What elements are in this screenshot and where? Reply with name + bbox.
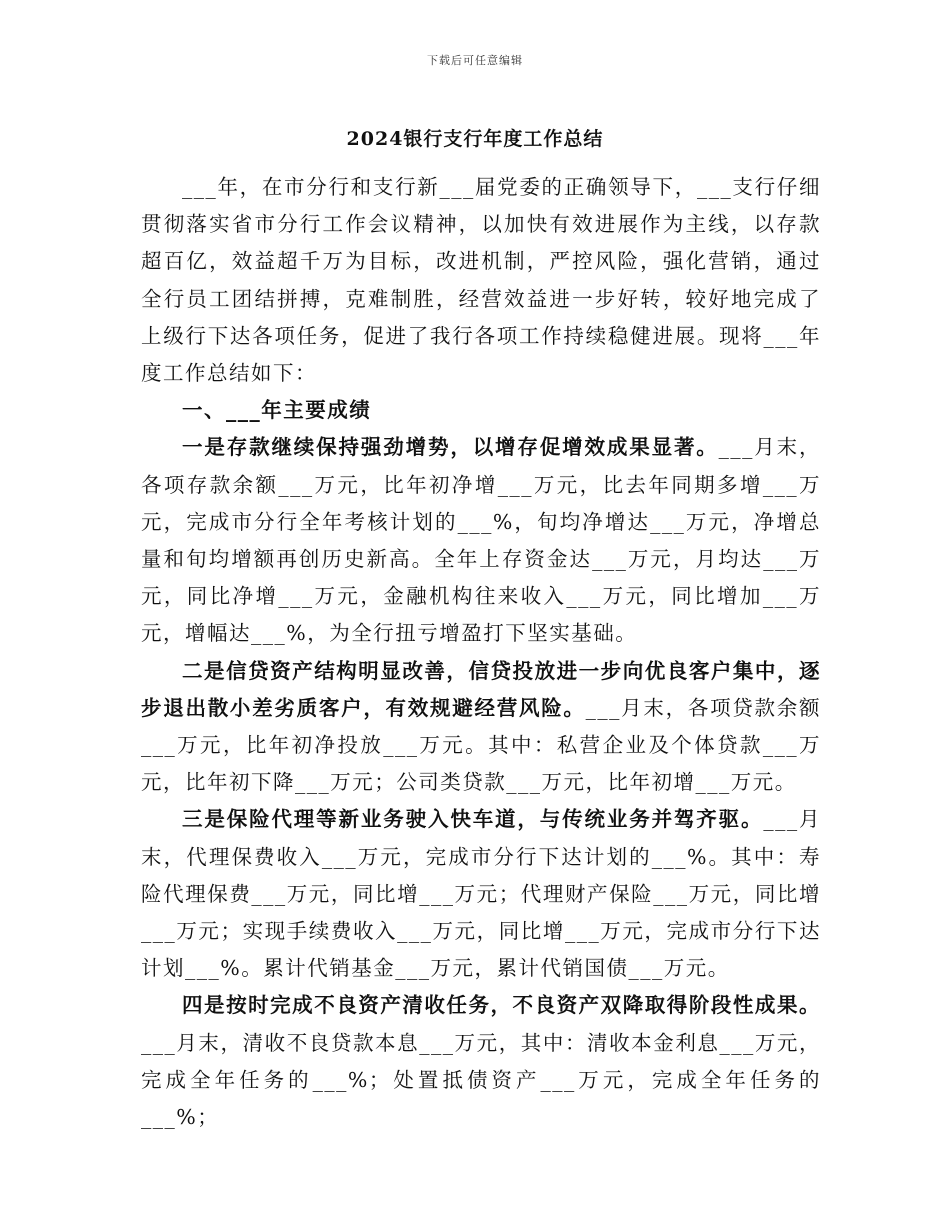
achievement-lead-1: 一是存款继续保持强劲增势，以增存促增效成果显著。 xyxy=(182,435,719,460)
achievement-text-2: ___月末，各项贷款余额___万元，比年初净投放___万元。其中：私营企业及个体贷款___万元，比年初下降___万元；公司类贷款___万元，比年初增___万元。 xyxy=(141,695,822,795)
achievement-paragraph-1 xyxy=(141,429,821,652)
achievement-lead-2: 二是信贷资产结构明显改善，信贷投放进一步向优良客户集中，逐步退出散小差劣质客户，有效规避经营风险。 xyxy=(141,658,821,720)
achievement-paragraph-3 xyxy=(141,801,821,987)
document-title: 2024银行支行年度工作总结 xyxy=(346,128,604,150)
section-heading: 一、___年主要成绩 xyxy=(182,398,372,423)
achievement-text-1: ___月末，各项存款余额___万元，比年初净增___万元，比去年同期多增___万元，完成市分行全年考核计划的___%，旬均净增达___万元，净增总量和旬均增额再创历史新高。全年上存资金达___万元，月均达___万元，同比净增___万元，金融机构往来收入___万元，同比增加___万元，增幅达___%，为全行扭亏增盈打下坚实基础。 xyxy=(141,435,822,646)
achievement-text-3: ___月末，代理保费收入___万元，完成市分行下达计划的___%。其中：寿险代理保费___万元，同比增___万元；代理财产保险___万元，同比增___万元；实现手续费收入___万元，同比增___万元，完成市分行下达计划___%。累计代销基金___万元，累计代销国债___万元。 xyxy=(141,807,822,981)
intro-paragraph: ___年，在市分行和支行新___届党委的正确领导下，___支行仔细贯彻落实省市分行工作会议精神，以加快有效进展作为主线，以存款超百亿，效益超千万为目标，改进机制，严控风险，强化营销，通过全行员工团结拼搏，克难制胜，经营效益进一步好转，较好地完成了上级行下达各项任务，促进了我行各项工作持续稳健进展。现将___年度工作总结如下： xyxy=(141,175,821,386)
document-body xyxy=(141,169,821,1136)
achievement-lead-4: 四是按时完成不良资产清收任务，不良资产双降取得阶段性成果。 xyxy=(182,993,821,1018)
achievement-paragraph-4 xyxy=(141,987,821,1136)
achievement-paragraph-2 xyxy=(141,653,821,802)
header-note: 下载后可任意编辑 xyxy=(427,54,523,67)
achievement-text-4: ___月末，清收不良贷款本息___万元，其中：清收本金利息___万元，完成全年任务的___%；处置抵债资产___万元，完成全年任务的___%； xyxy=(141,1030,821,1130)
achievement-lead-3: 三是保险代理等新业务驶入快车道，与传统业务并驾齐驱。 xyxy=(182,807,764,832)
